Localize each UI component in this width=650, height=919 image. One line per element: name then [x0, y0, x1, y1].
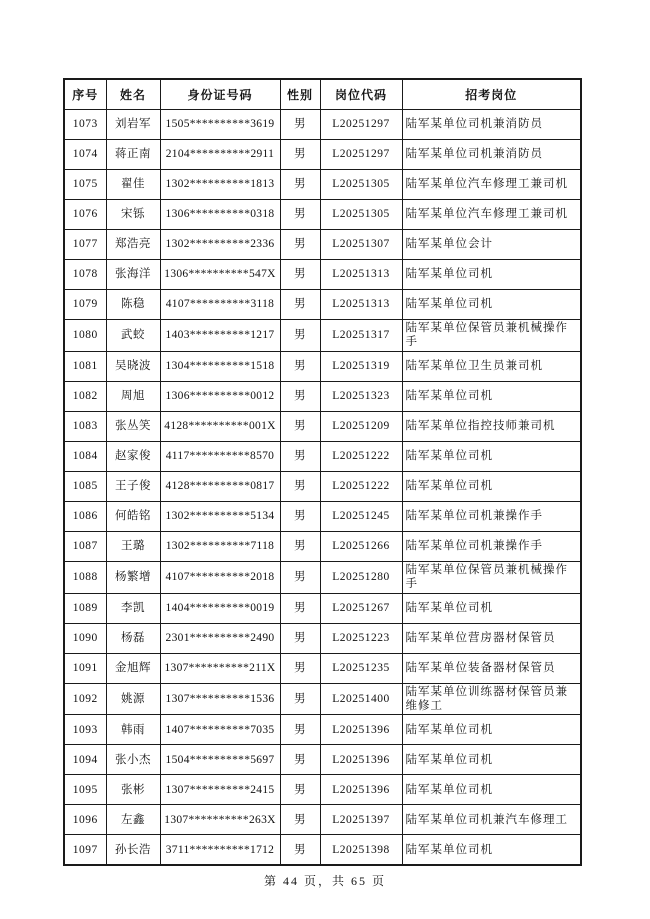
- cell-name: 武蛟: [106, 320, 160, 352]
- cell-seq: 1076: [64, 200, 106, 230]
- cell-id-number: 1306**********0012: [160, 381, 280, 411]
- cell-name: 郑浩亮: [106, 230, 160, 260]
- cell-job-code: L20251396: [320, 715, 402, 745]
- cell-gender: 男: [280, 381, 320, 411]
- cell-gender: 男: [280, 411, 320, 441]
- cell-seq: 1086: [64, 501, 106, 531]
- cell-seq: 1075: [64, 170, 106, 200]
- cell-job-code: L20251397: [320, 805, 402, 835]
- cell-gender: 男: [280, 805, 320, 835]
- cell-job-code: L20251223: [320, 623, 402, 653]
- cell-name: 孙长浩: [106, 835, 160, 866]
- cell-name: 蒋正南: [106, 140, 160, 170]
- cell-seq: 1096: [64, 805, 106, 835]
- table-row: [64, 683, 581, 715]
- table-row: [64, 805, 581, 835]
- cell-position: 陆军某单位司机: [402, 260, 581, 290]
- cell-position: 陆军某单位司机: [402, 441, 581, 471]
- cell-position: 陆军某单位汽车修理工兼司机: [402, 200, 581, 230]
- cell-job-code: L20251245: [320, 501, 402, 531]
- table-row: [64, 501, 581, 531]
- cell-name: 吴晓波: [106, 351, 160, 381]
- cell-position: 陆军某单位司机: [402, 381, 581, 411]
- cell-position: 陆军某单位营房器材保管员: [402, 623, 581, 653]
- table-row: [64, 320, 581, 352]
- cell-id-number: 1404**********0019: [160, 593, 280, 623]
- table-row: [64, 561, 581, 593]
- cell-id-number: 4107**********3118: [160, 290, 280, 320]
- table-row: [64, 745, 581, 775]
- cell-seq: 1085: [64, 471, 106, 501]
- cell-id-number: 1306**********547X: [160, 260, 280, 290]
- cell-seq: 1077: [64, 230, 106, 260]
- cell-position: 陆军某单位装备器材保管员: [402, 653, 581, 683]
- cell-seq: 1078: [64, 260, 106, 290]
- col-header-job-code: 岗位代码: [320, 79, 402, 110]
- cell-seq: 1091: [64, 653, 106, 683]
- cell-position: 陆军某单位司机兼操作手: [402, 531, 581, 561]
- cell-name: 杨繁增: [106, 561, 160, 593]
- cell-position: 陆军某单位司机: [402, 775, 581, 805]
- cell-job-code: L20251222: [320, 441, 402, 471]
- cell-id-number: 1306**********0318: [160, 200, 280, 230]
- cell-gender: 男: [280, 290, 320, 320]
- col-header-gender: 性别: [280, 79, 320, 110]
- page-number-footer: 第 44 页，共 65 页: [263, 874, 386, 888]
- cell-job-code: L20251398: [320, 835, 402, 866]
- table-row: [64, 200, 581, 230]
- cell-name: 王璐: [106, 531, 160, 561]
- cell-position: 陆军某单位会计: [402, 230, 581, 260]
- cell-seq: 1090: [64, 623, 106, 653]
- cell-name: 王子俊: [106, 471, 160, 501]
- cell-name: 宋铄: [106, 200, 160, 230]
- cell-name: 赵家俊: [106, 441, 160, 471]
- cell-gender: 男: [280, 623, 320, 653]
- cell-position: 陆军某单位汽车修理工兼司机: [402, 170, 581, 200]
- cell-id-number: 2104**********2911: [160, 140, 280, 170]
- table-row: [64, 471, 581, 501]
- cell-id-number: 1504**********5697: [160, 745, 280, 775]
- table-row: [64, 260, 581, 290]
- cell-seq: 1094: [64, 745, 106, 775]
- cell-job-code: L20251323: [320, 381, 402, 411]
- cell-position: 陆军某单位卫生员兼司机: [402, 351, 581, 381]
- cell-position: 陆军某单位训练器材保管员兼维修工: [402, 683, 581, 715]
- cell-position: 陆军某单位司机兼汽车修理工: [402, 805, 581, 835]
- cell-job-code: L20251266: [320, 531, 402, 561]
- table-row: [64, 351, 581, 381]
- cell-name: 张彬: [106, 775, 160, 805]
- col-header-position: 招考岗位: [402, 79, 581, 110]
- cell-id-number: 1307**********211X: [160, 653, 280, 683]
- cell-gender: 男: [280, 230, 320, 260]
- cell-id-number: 3711**********1712: [160, 835, 280, 866]
- cell-gender: 男: [280, 140, 320, 170]
- table-row: [64, 653, 581, 683]
- cell-position: 陆军某单位司机: [402, 715, 581, 745]
- table-header: [64, 79, 581, 110]
- table-row: [64, 835, 581, 866]
- cell-position: 陆军某单位司机兼消防员: [402, 140, 581, 170]
- cell-name: 翟佳: [106, 170, 160, 200]
- cell-job-code: L20251396: [320, 745, 402, 775]
- cell-gender: 男: [280, 441, 320, 471]
- cell-position: 陆军某单位保管员兼机械操作手: [402, 320, 581, 352]
- table-row: [64, 170, 581, 200]
- cell-position: 陆军某单位司机兼消防员: [402, 110, 581, 140]
- cell-position: 陆军某单位保管员兼机械操作手: [402, 561, 581, 593]
- cell-gender: 男: [280, 200, 320, 230]
- cell-id-number: 1304**********1518: [160, 351, 280, 381]
- cell-position: 陆军某单位指控技师兼司机: [402, 411, 581, 441]
- table-row: [64, 623, 581, 653]
- cell-job-code: L20251209: [320, 411, 402, 441]
- cell-job-code: L20251313: [320, 290, 402, 320]
- cell-job-code: L20251222: [320, 471, 402, 501]
- cell-seq: 1081: [64, 351, 106, 381]
- table-row: [64, 290, 581, 320]
- cell-id-number: 1407**********7035: [160, 715, 280, 745]
- cell-position: 陆军某单位司机: [402, 835, 581, 866]
- table-row: [64, 140, 581, 170]
- cell-seq: 1093: [64, 715, 106, 745]
- cell-seq: 1082: [64, 381, 106, 411]
- table-header-row: [64, 79, 581, 110]
- cell-id-number: 4107**********2018: [160, 561, 280, 593]
- col-header-id-number: 身份证号码: [160, 79, 280, 110]
- cell-gender: 男: [280, 320, 320, 352]
- cell-name: 韩雨: [106, 715, 160, 745]
- table-row: [64, 775, 581, 805]
- cell-gender: 男: [280, 531, 320, 561]
- cell-id-number: 1307**********2415: [160, 775, 280, 805]
- cell-name: 张小杰: [106, 745, 160, 775]
- cell-position: 陆军某单位司机: [402, 593, 581, 623]
- cell-seq: 1097: [64, 835, 106, 866]
- cell-seq: 1074: [64, 140, 106, 170]
- cell-job-code: L20251297: [320, 140, 402, 170]
- cell-gender: 男: [280, 715, 320, 745]
- cell-gender: 男: [280, 683, 320, 715]
- table-row: [64, 110, 581, 140]
- table-body: [64, 110, 581, 866]
- cell-seq: 1080: [64, 320, 106, 352]
- cell-gender: 男: [280, 593, 320, 623]
- cell-job-code: L20251297: [320, 110, 402, 140]
- cell-name: 杨磊: [106, 623, 160, 653]
- cell-job-code: L20251267: [320, 593, 402, 623]
- cell-gender: 男: [280, 745, 320, 775]
- cell-gender: 男: [280, 775, 320, 805]
- cell-id-number: 1307**********263X: [160, 805, 280, 835]
- table-row: [64, 381, 581, 411]
- cell-id-number: 1302**********5134: [160, 501, 280, 531]
- cell-seq: 1073: [64, 110, 106, 140]
- cell-seq: 1089: [64, 593, 106, 623]
- table-row: [64, 593, 581, 623]
- cell-gender: 男: [280, 653, 320, 683]
- cell-id-number: 2301**********2490: [160, 623, 280, 653]
- cell-id-number: 1505**********3619: [160, 110, 280, 140]
- cell-seq: 1092: [64, 683, 106, 715]
- table-row: [64, 715, 581, 745]
- cell-id-number: 1302**********2336: [160, 230, 280, 260]
- cell-job-code: L20251313: [320, 260, 402, 290]
- table-row: [64, 411, 581, 441]
- cell-name: 周旭: [106, 381, 160, 411]
- cell-gender: 男: [280, 110, 320, 140]
- table-row: [64, 230, 581, 260]
- cell-name: 姚源: [106, 683, 160, 715]
- cell-name: 刘岩军: [106, 110, 160, 140]
- cell-seq: 1095: [64, 775, 106, 805]
- cell-name: 张海洋: [106, 260, 160, 290]
- cell-gender: 男: [280, 835, 320, 866]
- cell-gender: 男: [280, 471, 320, 501]
- table-row: [64, 531, 581, 561]
- cell-seq: 1087: [64, 531, 106, 561]
- cell-seq: 1088: [64, 561, 106, 593]
- cell-position: 陆军某单位司机: [402, 471, 581, 501]
- cell-position: 陆军某单位司机兼操作手: [402, 501, 581, 531]
- cell-id-number: 4117**********8570: [160, 441, 280, 471]
- cell-id-number: 4128**********0817: [160, 471, 280, 501]
- cell-job-code: L20251396: [320, 775, 402, 805]
- cell-seq: 1084: [64, 441, 106, 471]
- cell-job-code: L20251400: [320, 683, 402, 715]
- cell-name: 陈稳: [106, 290, 160, 320]
- cell-job-code: L20251305: [320, 170, 402, 200]
- cell-gender: 男: [280, 260, 320, 290]
- cell-id-number: 1302**********1813: [160, 170, 280, 200]
- table-row: [64, 441, 581, 471]
- cell-position: 陆军某单位司机: [402, 290, 581, 320]
- cell-id-number: 4128**********001X: [160, 411, 280, 441]
- cell-name: 张丛笑: [106, 411, 160, 441]
- col-header-seq: 序号: [64, 79, 106, 110]
- cell-id-number: 1403**********1217: [160, 320, 280, 352]
- cell-job-code: L20251317: [320, 320, 402, 352]
- cell-job-code: L20251305: [320, 200, 402, 230]
- cell-gender: 男: [280, 351, 320, 381]
- cell-name: 李凯: [106, 593, 160, 623]
- cell-id-number: 1307**********1536: [160, 683, 280, 715]
- cell-name: 何皓铭: [106, 501, 160, 531]
- recruitment-roster-table: [63, 78, 582, 866]
- cell-position: 陆军某单位司机: [402, 745, 581, 775]
- cell-seq: 1079: [64, 290, 106, 320]
- cell-name: 金旭辉: [106, 653, 160, 683]
- cell-job-code: L20251319: [320, 351, 402, 381]
- cell-gender: 男: [280, 561, 320, 593]
- cell-name: 左鑫: [106, 805, 160, 835]
- cell-job-code: L20251307: [320, 230, 402, 260]
- cell-gender: 男: [280, 170, 320, 200]
- cell-id-number: 1302**********7118: [160, 531, 280, 561]
- col-header-name: 姓名: [106, 79, 160, 110]
- cell-job-code: L20251235: [320, 653, 402, 683]
- cell-seq: 1083: [64, 411, 106, 441]
- cell-gender: 男: [280, 501, 320, 531]
- cell-job-code: L20251280: [320, 561, 402, 593]
